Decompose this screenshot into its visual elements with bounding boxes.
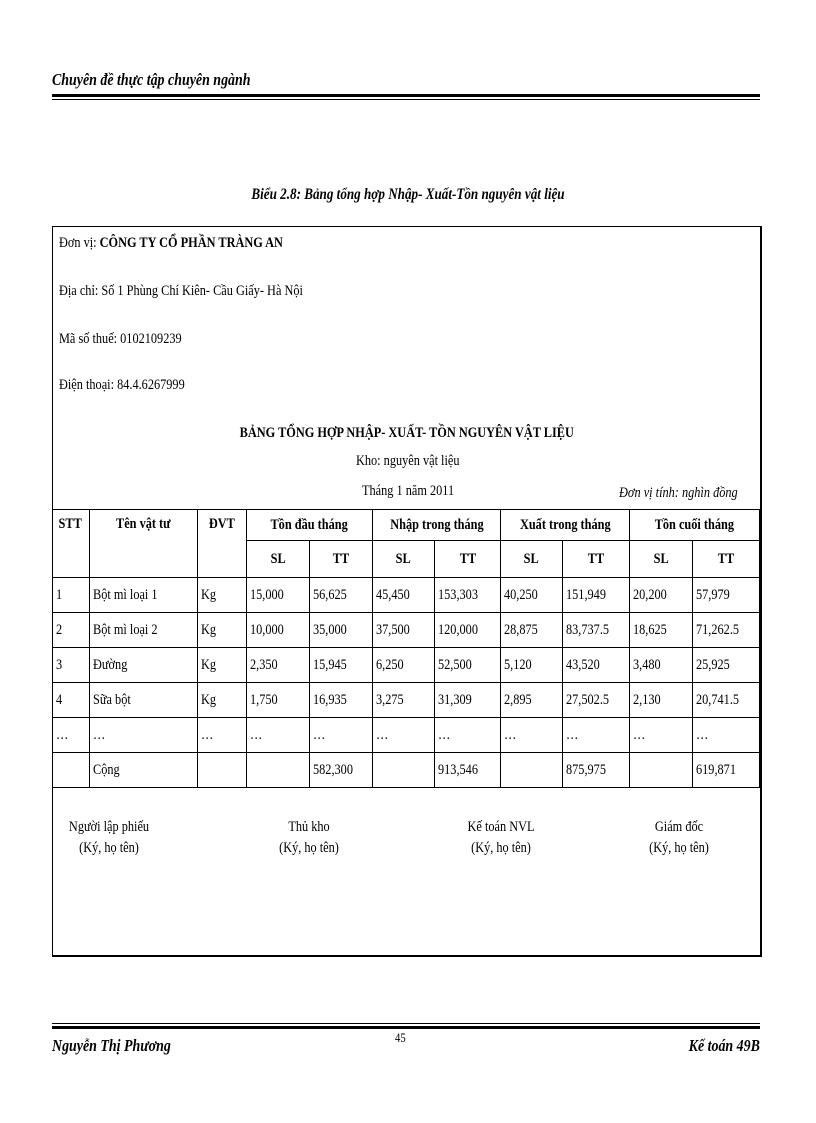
report-frame [52,226,762,957]
table-cell: … [247,718,310,753]
table-cell: Kg [198,613,247,648]
table-cell: 31,309 [435,683,501,718]
table-cell: 151,949 [563,578,630,613]
table-cell: 913,546 [435,753,501,788]
table-row [53,613,760,648]
table-cell: 56,625 [310,578,373,613]
table-cell: 71,262.5 [693,613,760,648]
header-item-name: Tên vật tư [90,510,198,578]
signature-preparer [39,819,179,857]
table-cell: 18,625 [630,613,693,648]
table-cell: 1 [53,578,90,613]
inventory-table-body [53,578,760,788]
table-cell [630,753,693,788]
table-cell: 28,875 [501,613,563,648]
table-cell [53,753,90,788]
table-cell: 25,925 [693,648,760,683]
signature-role: Người lập phiếu [68,819,150,835]
header-unit: ĐVT [198,510,247,578]
warehouse-label: Kho: nguyên vật liệu [356,453,460,469]
table-cell: Cộng [90,753,198,788]
company-phone: Điện thoại: 84.4.6267999 [59,377,185,393]
table-cell: 27,502.5 [563,683,630,718]
table-cell: 20,741.5 [693,683,760,718]
table-cell: 120,000 [435,613,501,648]
table-row [53,683,760,718]
table-cell [198,753,247,788]
table-cell: 875,975 [563,753,630,788]
table-cell: 83,737.5 [563,613,630,648]
footer-divider [52,1023,760,1029]
table-cell: 10,000 [247,613,310,648]
signature-accountant [431,819,571,857]
table-cell: 15,945 [310,648,373,683]
signature-role: Thủ kho [288,819,330,835]
page-number: 45 [395,1030,406,1045]
table-cell: … [310,718,373,753]
header-closing-tt: TT [693,541,760,578]
table-cell: Bột mì loại 1 [90,578,198,613]
header-import-tt: TT [435,541,501,578]
table-cell: Sữa bột [90,683,198,718]
signature-role: Giám đốc [654,819,704,835]
table-row [53,753,760,788]
table-cell: … [693,718,760,753]
header-closing-sl: SL [630,541,693,578]
currency-unit-note: Đơn vị tính: nghìn đồng [619,485,738,501]
header-opening-sl: SL [247,541,310,578]
table-cell: 57,979 [693,578,760,613]
table-cell [373,753,435,788]
figure-caption: Biểu 2.8: Bảng tổng hợp Nhập- Xuất-Tồn nguyên vật liệu [251,186,565,203]
footer-author: Nguyễn Thị Phương [52,1036,171,1055]
table-cell: 2,350 [247,648,310,683]
table-cell: 582,300 [310,753,373,788]
header-divider [52,94,760,100]
header-opening: Tồn đầu tháng [247,510,373,541]
table-row [53,578,760,613]
table-cell: 2,130 [630,683,693,718]
company-tax-code: Mã số thuế: 0102109239 [59,331,182,347]
table-cell [501,753,563,788]
table-cell: … [373,718,435,753]
table-cell: 2 [53,613,90,648]
table-cell: 5,120 [501,648,563,683]
header-export: Xuất trong tháng [501,510,630,541]
header-import-sl: SL [373,541,435,578]
table-cell: 4 [53,683,90,718]
signature-note: (Ký, họ tên) [649,840,709,856]
table-cell: 45,450 [373,578,435,613]
table-cell: Kg [198,578,247,613]
table-cell: 15,000 [247,578,310,613]
table-cell: 52,500 [435,648,501,683]
header-stt: STT [53,510,90,578]
table-cell: 35,000 [310,613,373,648]
header-import: Nhập trong tháng [373,510,501,541]
inventory-table [52,509,760,788]
table-row [53,648,760,683]
footer-class: Kế toán 49B [688,1036,760,1055]
header-closing: Tồn cuối tháng [630,510,760,541]
table-cell: 6,250 [373,648,435,683]
table-cell: 1,750 [247,683,310,718]
report-title: BẢNG TỔNG HỢP NHẬP- XUẤT- TỒN NGUYÊN VẬT LIỆU [239,425,574,441]
company-address: Địa chỉ: Số 1 Phùng Chí Kiên- Cầu Giấy- Hà Nội [59,283,303,299]
table-cell: Bột mì loại 2 [90,613,198,648]
signature-note: (Ký, họ tên) [471,840,531,856]
signature-storekeeper [239,819,379,857]
table-cell: … [501,718,563,753]
table-cell: 40,250 [501,578,563,613]
table-cell: 37,500 [373,613,435,648]
table-cell: 153,303 [435,578,501,613]
table-cell: … [630,718,693,753]
signature-role: Kế toán NVL [467,819,535,835]
table-cell: 43,520 [563,648,630,683]
table-cell: … [53,718,90,753]
company-name: CÔNG TY CỔ PHẦN TRÀNG AN [99,235,283,251]
table-row [53,718,760,753]
header-export-tt: TT [563,541,630,578]
table-cell: 619,871 [693,753,760,788]
table-cell: … [198,718,247,753]
table-cell: … [435,718,501,753]
table-cell: … [563,718,630,753]
header-export-sl: SL [501,541,563,578]
table-cell: … [90,718,198,753]
signature-note: (Ký, họ tên) [79,840,139,856]
unit-label: Đơn vị: [59,235,100,251]
table-cell: 20,200 [630,578,693,613]
table-cell [247,753,310,788]
table-cell: 3 [53,648,90,683]
table-cell: Kg [198,683,247,718]
table-cell: 16,935 [310,683,373,718]
company-unit-line [59,235,283,252]
header-opening-tt: TT [310,541,373,578]
signature-director [609,819,749,857]
signature-note: (Ký, họ tên) [279,840,339,856]
report-period: Tháng 1 năm 2011 [362,483,455,499]
table-cell: Kg [198,648,247,683]
table-cell: 3,480 [630,648,693,683]
table-cell: 3,275 [373,683,435,718]
page-header-title: Chuyên đề thực tập chuyên ngành [52,70,251,89]
table-cell: Đường [90,648,198,683]
table-cell: 2,895 [501,683,563,718]
